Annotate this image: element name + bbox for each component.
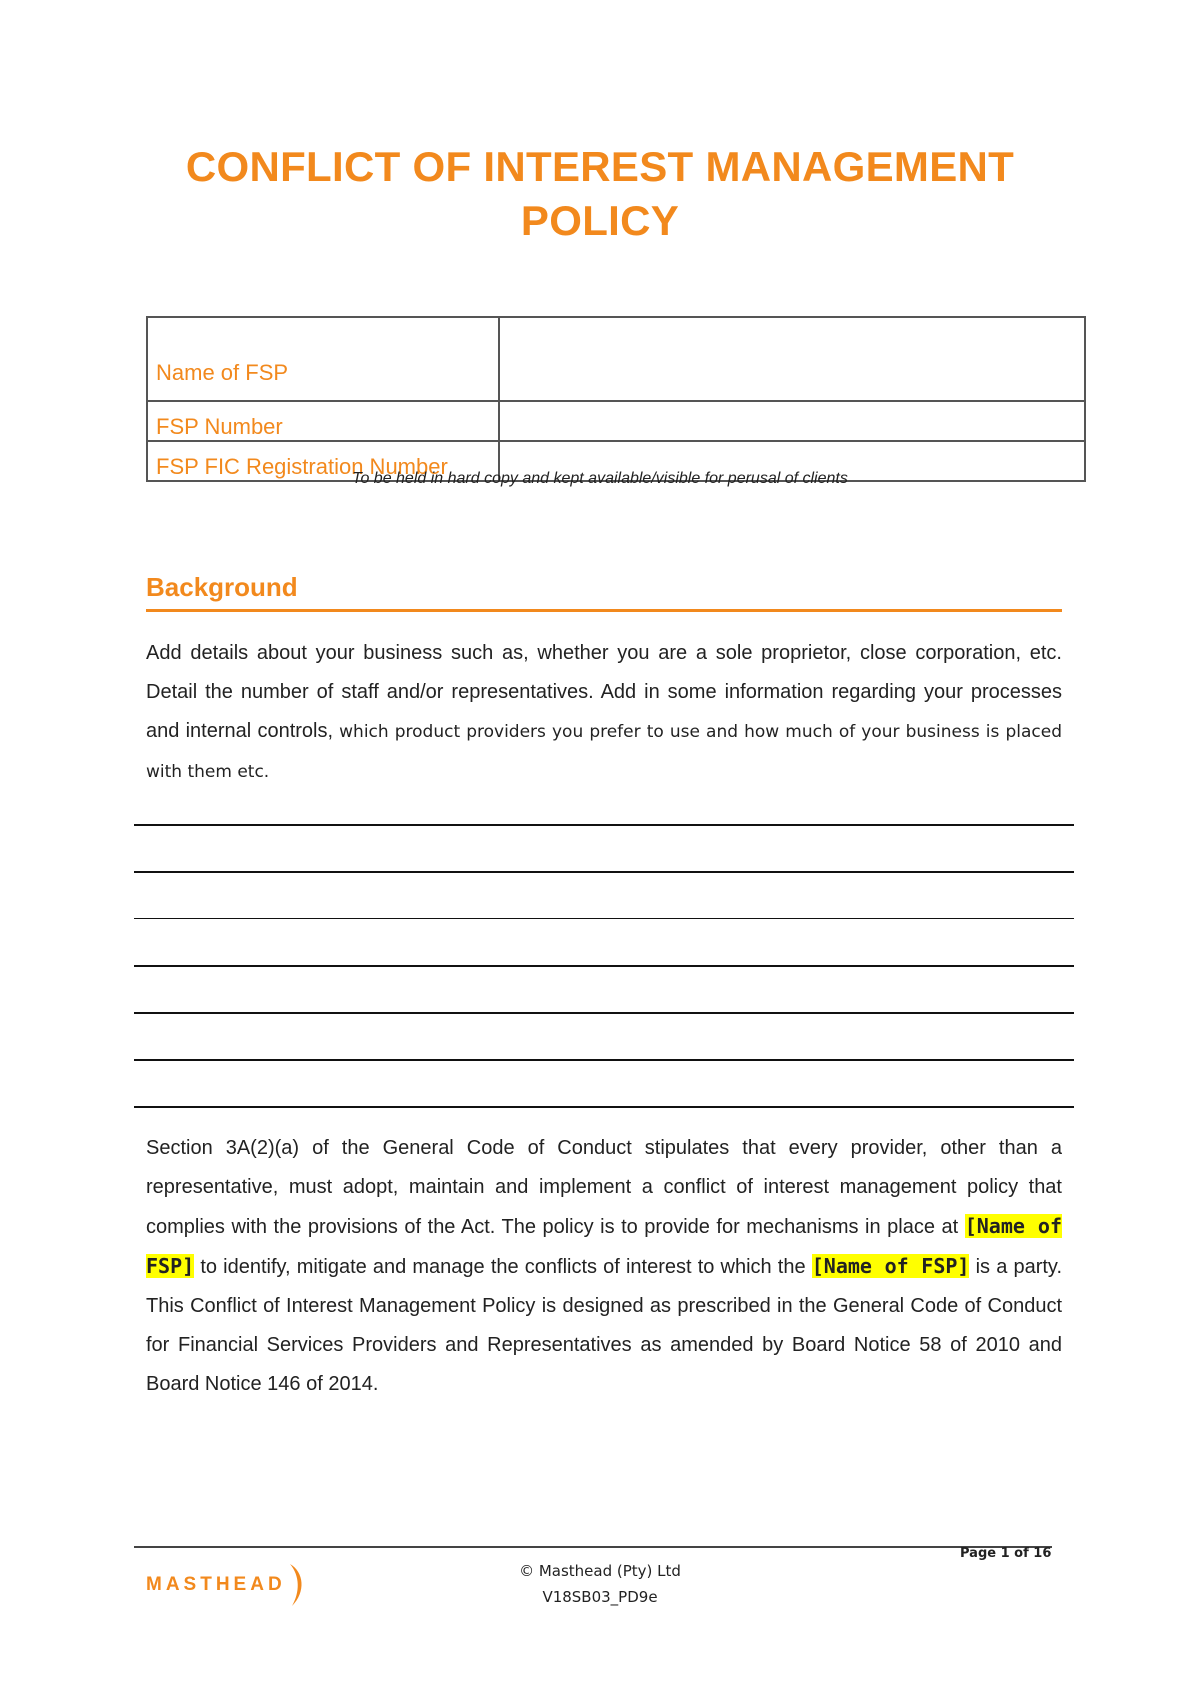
- fsp-name-label: Name of FSP: [147, 317, 499, 401]
- footer-divider: [134, 1546, 1052, 1548]
- fsp-name-placeholder: [Name of FSP]: [811, 1254, 970, 1278]
- table-row: [147, 401, 1085, 441]
- section-text-2: to identify, mitigate and manage the conflicts of interest to which the: [194, 1256, 812, 1278]
- document-title: [0, 140, 1200, 248]
- write-line[interactable]: [134, 918, 1074, 919]
- write-line[interactable]: [134, 824, 1074, 826]
- page-number: Page 1 of 16: [960, 1546, 1052, 1561]
- fsp-fic-label: FSP FIC Registration Number: [147, 441, 499, 481]
- fsp-number-field[interactable]: [499, 401, 1085, 441]
- footer-center: [0, 1558, 1200, 1610]
- fsp-name-field[interactable]: [499, 317, 1085, 401]
- hard-copy-note: To be held in hard copy and kept available/visible for perusal of clients: [352, 470, 848, 487]
- background-heading: Background: [146, 572, 1062, 612]
- write-line[interactable]: [134, 1059, 1074, 1061]
- title-line-2: POLICY: [520, 197, 680, 244]
- title-line-1: CONFLICT OF INTEREST MANAGEMENT: [185, 143, 1015, 190]
- section-paragraph: [146, 1129, 1062, 1404]
- fsp-name-placeholder: [Name of FSP]: [146, 1214, 1062, 1278]
- section-text-1: Section 3A(2)(a) of the General Code of Conduct stipulates that every provider, other than a representative, must adopt, maintain and implement a conflict of interest management policy that complies with the provisions of the Act. The policy is to provide for mechanisms in place at: [146, 1137, 1062, 1238]
- section-text-3: is a party. This Conflict of Interest Management Policy is designed as prescribed in the General Code of Conduct for Financial Services Providers and Representatives as amended by Board Notice 58 of 2010 and Board Notice 146 of 2014.: [146, 1256, 1062, 1395]
- table-row: [147, 317, 1085, 401]
- version-code: V18SB03_PD9e: [542, 1588, 658, 1606]
- background-text-1: Add details about your business such as, whether you are a sole proprietor, close corporation, etc. Detail the number of staff and/or representatives. Add in some information regarding your processes and internal controls,: [146, 642, 1062, 742]
- background-paragraph: [146, 634, 1062, 792]
- copyright-text: © Masthead (Pty) Ltd: [519, 1562, 681, 1580]
- background-text-2: which product providers you prefer to use and how much of your business is placed with them etc.: [146, 722, 1062, 782]
- fsp-details-table: [146, 316, 1086, 482]
- write-line[interactable]: [134, 871, 1074, 873]
- write-line[interactable]: [134, 1012, 1074, 1014]
- write-line[interactable]: [134, 965, 1074, 967]
- fsp-number-label: FSP Number: [147, 401, 499, 441]
- logo-text: MASTHEAD: [146, 1574, 286, 1595]
- write-line[interactable]: [134, 1106, 1074, 1108]
